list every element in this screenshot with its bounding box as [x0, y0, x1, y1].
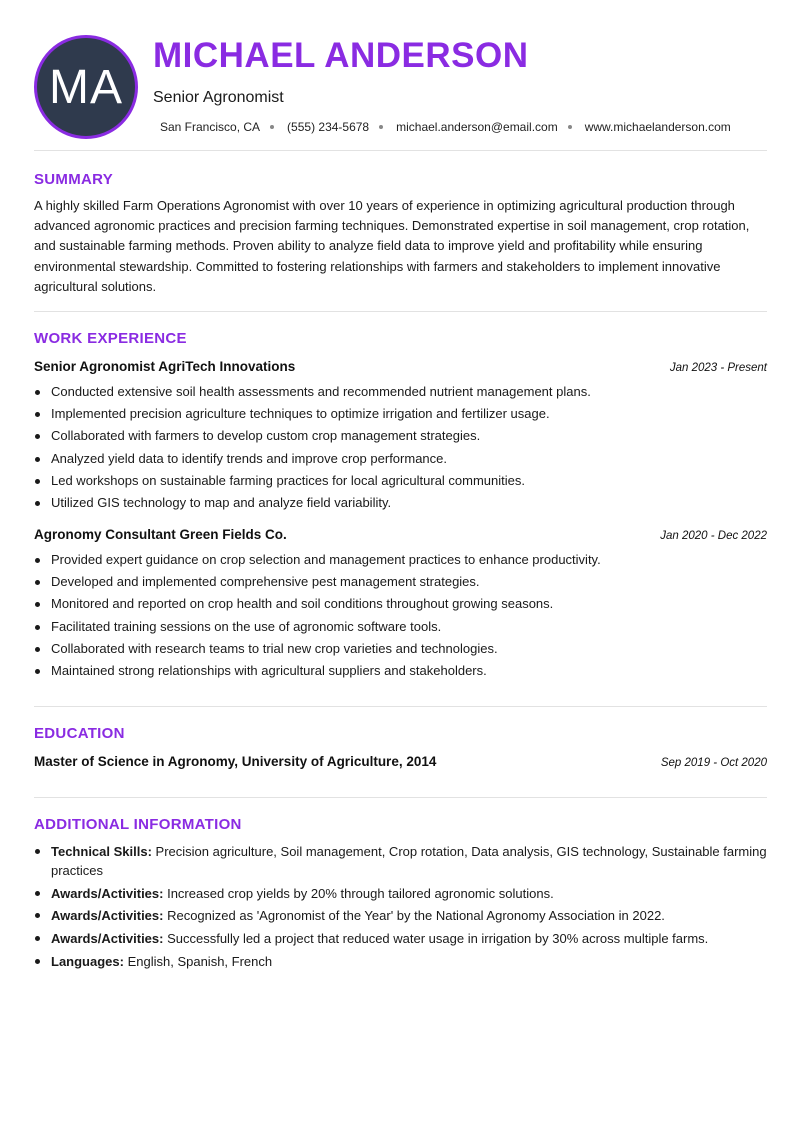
summary-heading: SUMMARY [34, 171, 114, 188]
avatar-initials: MA [49, 60, 123, 114]
item-text: Successfully led a project that reduced water usage in irrigation by 30% across multiple farms. [163, 930, 709, 946]
job-role: Agronomy Consultant Green Fields Co. [34, 527, 287, 542]
contact-bar [160, 120, 731, 134]
list-item: Provided expert guidance on crop selection and management practices to enhance productivity. [51, 549, 767, 571]
avatar [34, 35, 138, 139]
list-item [51, 929, 767, 948]
job-date: Jan 2023 - Present [669, 362, 767, 374]
list-item [51, 952, 767, 971]
item-label: Languages: [51, 953, 124, 969]
list-item: Led workshops on sustainable farming practices for local agricultural communities. [51, 470, 767, 492]
list-item: Collaborated with research teams to trial new crop varieties and technologies. [51, 638, 767, 660]
item-text: Recognized as 'Agronomist of the Year' by the National Agronomy Association in 2022. [163, 908, 665, 924]
separator-dot [270, 125, 274, 129]
contact-website[interactable]: www.michaelanderson.com [584, 120, 731, 134]
list-item: Collaborated with farmers to develop custom crop management strategies. [51, 425, 767, 447]
item-label: Awards/Activities: [51, 885, 164, 901]
list-item [51, 842, 767, 880]
divider [34, 311, 767, 312]
education-heading: EDUCATION [34, 725, 125, 742]
degree: Master of Science in Agronomy, University of Agriculture, 2014 [34, 754, 437, 769]
item-text: Increased crop yields by 20% through tailored agronomic solutions. [163, 885, 554, 901]
job-bullets [34, 549, 767, 682]
contact-phone: (555) 234-5678 [287, 120, 370, 134]
job-bullets [34, 381, 767, 514]
candidate-name: MICHAEL ANDERSON [153, 36, 529, 75]
job-header [34, 527, 767, 542]
job-role: Senior Agronomist AgriTech Innovations [34, 359, 296, 374]
item-label: Awards/Activities: [51, 908, 164, 924]
item-text: English, Spanish, French [123, 953, 273, 969]
divider [34, 706, 767, 707]
list-item: Maintained strong relationships with agricultural suppliers and stakeholders. [51, 660, 767, 682]
divider [34, 797, 767, 798]
job-header [34, 359, 767, 374]
additional-list [34, 842, 767, 974]
list-item [51, 884, 767, 903]
list-item: Developed and implemented comprehensive pest management strategies. [51, 571, 767, 593]
experience-heading: WORK EXPERIENCE [34, 330, 187, 347]
summary-text: A highly skilled Farm Operations Agronomist with over 10 years of experience in optimizing agricultural production through advanced agronomic practices and precision farming techniques. Demonstrated expertise in soil management, crop rotation, and sustainable farming methods. Proven ability to analyze field data to improve yield and profitability while ensuring environmental stewardship. Committed to fostering relationships with farmers and stakeholders to implement innovative agricultural solutions. [34, 198, 750, 294]
education-entry [34, 754, 767, 769]
contact-location: San Francisco, CA [160, 120, 261, 134]
education-date: Sep 2019 - Oct 2020 [660, 757, 767, 769]
separator-dot [568, 125, 572, 129]
list-item: Monitored and reported on crop health and soil conditions throughout growing seasons. [51, 593, 767, 615]
divider [34, 150, 767, 151]
list-item: Conducted extensive soil health assessments and recommended nutrient management plans. [51, 381, 767, 403]
item-label: Awards/Activities: [51, 930, 164, 946]
list-item: Analyzed yield data to identify trends and improve crop performance. [51, 448, 767, 470]
list-item: Implemented precision agriculture techniques to optimize irrigation and fertilizer usage. [51, 403, 767, 425]
list-item: Utilized GIS technology to map and analyze field variability. [51, 492, 767, 514]
job-date: Jan 2020 - Dec 2022 [660, 530, 767, 542]
list-item [51, 906, 767, 925]
list-item: Facilitated training sessions on the use of agronomic software tools. [51, 616, 767, 638]
job-title: Senior Agronomist [153, 89, 284, 106]
item-label: Technical Skills: [51, 844, 152, 859]
contact-email[interactable]: michael.anderson@email.com [396, 120, 558, 134]
additional-heading: ADDITIONAL INFORMATION [34, 816, 242, 833]
item-text: Precision agriculture, Soil management, Crop rotation, Data analysis, GIS technology, Sustainable farming practices [51, 844, 767, 878]
separator-dot [379, 125, 383, 129]
